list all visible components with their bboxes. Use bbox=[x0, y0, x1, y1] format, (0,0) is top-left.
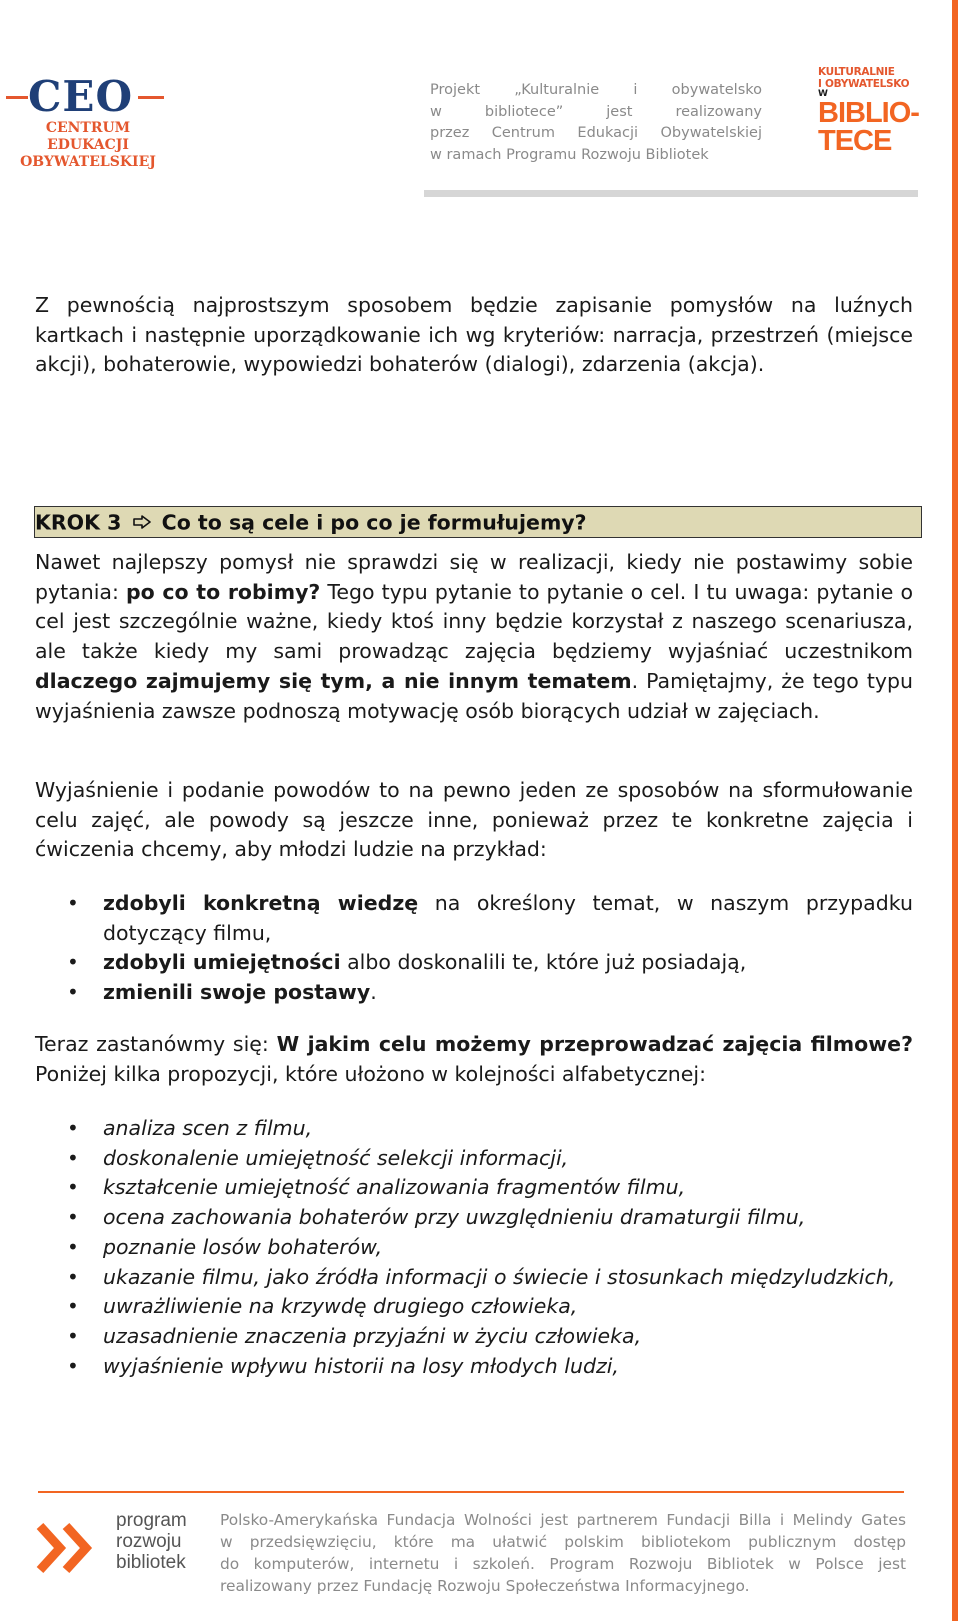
program-rozwoju-bibliotek-logo bbox=[36, 1510, 206, 1580]
footer-divider bbox=[38, 1491, 904, 1493]
list-item-text: uzasadnienie znaczenia przyjaźni w życiu człowieka, bbox=[103, 1323, 642, 1348]
list-item-text: ocena zachowania bohaterów przy uwzględnieniu dramaturgii filmu, bbox=[103, 1205, 806, 1230]
ceo-logo-word: CEO bbox=[28, 72, 134, 121]
bold-run: dlaczego zajmujemy się tym, a nie innym tematem bbox=[35, 668, 632, 693]
ceo-logo-name-line: OBYWATELSKIEJ bbox=[20, 154, 156, 170]
bold-run: zdobyli konkretną wiedzę bbox=[103, 891, 419, 915]
bold-run: po co to robimy? bbox=[125, 579, 321, 604]
double-chevron-icon bbox=[36, 1520, 108, 1576]
list-item-text: wyjaśnienie wpływu historii na losy młodych ludzi, bbox=[103, 1353, 619, 1378]
arrow-right-icon bbox=[133, 509, 151, 535]
list-item bbox=[35, 978, 913, 1008]
list-item bbox=[35, 1114, 913, 1144]
step-heading-box bbox=[34, 506, 922, 538]
project-info-line: w bibliotece” jest realizowany bbox=[430, 103, 762, 120]
logo-accent-line bbox=[138, 96, 164, 99]
text-run: na określony temat, w naszym przypadku dotyczący filmu, bbox=[103, 891, 913, 945]
footer-line: do komputerów, internetu i szkoleń. Program Rozwoju Bibliotek w Polsce jest bbox=[220, 1555, 906, 1573]
bullet: • bbox=[67, 1264, 79, 1289]
footer-line: Polsko-Amerykańska Fundacja Wolności jest partnerem Fundacji Billa i Melindy Gates bbox=[220, 1511, 906, 1529]
list-item bbox=[35, 1173, 913, 1203]
list-item bbox=[35, 889, 913, 948]
intro-paragraph: Z pewnością najprostszym sposobem będzie zapisanie pomysłów na luźnych kartkach i następnie uporządkowanie ich wg kryteriów: narracja, przestrzeń (miejsce akcji), bohaterowie, wypowiedzi bohaterów (dialogi), zdarzenia (akcja). bbox=[35, 293, 913, 377]
project-info-line: przez Centrum Edukacji Obywatelskiej bbox=[430, 125, 762, 141]
list-item bbox=[35, 1144, 913, 1174]
program-logo-line: rozwoju bbox=[116, 1531, 182, 1552]
bold-run: zmienili swoje postawy bbox=[103, 980, 371, 1005]
project-info bbox=[430, 80, 762, 166]
bullet: • bbox=[67, 1353, 79, 1378]
bullet: • bbox=[67, 1234, 79, 1259]
ceo-logo bbox=[6, 72, 166, 170]
bullet: • bbox=[67, 1145, 79, 1170]
bullet: • bbox=[67, 1175, 79, 1200]
program-logo-line: program bbox=[116, 1510, 187, 1531]
footer-line: w przedsięwzięciu, które ma ułatwić polskim bibliotekom publicznym dostęp bbox=[220, 1533, 906, 1551]
kb-logo-big: TECE bbox=[818, 125, 892, 157]
list-item bbox=[35, 1203, 913, 1233]
bullet: • bbox=[67, 1323, 79, 1348]
step-title: Co to są cele i po co je formułujemy? bbox=[161, 510, 587, 535]
text-run: Poniżej kilka propozycji, które ułożono w kolejności alfabetycznej: bbox=[35, 1061, 706, 1086]
step-number: KROK 3 bbox=[35, 510, 122, 535]
bullet: • bbox=[67, 891, 79, 915]
program-logo-line: bibliotek bbox=[116, 1552, 186, 1573]
logo-accent-line bbox=[6, 96, 28, 99]
step-heading bbox=[35, 509, 587, 538]
right-edge-stripe bbox=[952, 0, 958, 1621]
project-info-line: Projekt „Kulturalnie i obywatelsko bbox=[430, 82, 762, 98]
kb-logo-line: I OBYWATELSKO bbox=[818, 78, 910, 90]
list-item bbox=[35, 948, 913, 978]
reasons-paragraph: Wyjaśnienie i podanie powodów to na pewno jeden ze sposobów na sformułowanie celu zajęć, ale powody są jeszcze inne, ponieważ przez te konkretne zajęcia i ćwiczenia chcemy, aby młodzi ludzie na przykład: bbox=[35, 778, 913, 862]
footer-note bbox=[220, 1509, 906, 1597]
text-run: albo doskonalili te, które już posiadają, bbox=[340, 950, 747, 975]
footer-line: realizowany przez Fundację Rozwoju Społeczeństwa Informacyjnego. bbox=[220, 1577, 750, 1595]
goals-list bbox=[35, 889, 913, 1008]
bullet: • bbox=[67, 1294, 79, 1319]
list-item-text: doskonalenie umiejętność selekcji informacji, bbox=[103, 1145, 569, 1170]
project-info-line: w ramach Programu Rozwoju Bibliotek bbox=[430, 146, 709, 163]
ceo-logo-name-line: CENTRUM EDUKACJI bbox=[45, 120, 131, 153]
list-item bbox=[35, 1233, 913, 1263]
list-item bbox=[35, 1292, 913, 1322]
text-run: Teraz zastanówmy się: bbox=[35, 1032, 277, 1056]
program-logo-text bbox=[116, 1510, 187, 1573]
kulturalnie-biblioteki-logo bbox=[818, 66, 919, 166]
bold-run: W jakim celu możemy przeprowadzać zajęcia filmowe? bbox=[276, 1032, 913, 1056]
list-item-text: ukazanie filmu, jako źródła informacji o świecie i stosunkach międzyludzkich, bbox=[103, 1264, 896, 1289]
bullet: • bbox=[67, 950, 79, 975]
list-item-text: analiza scen z filmu, bbox=[103, 1116, 313, 1140]
list-item-text: kształcenie umiejętność analizowania fragmentów filmu, bbox=[103, 1175, 686, 1200]
bullet: • bbox=[67, 1116, 79, 1140]
text-run: Tego typu pytanie to pytanie o cel. I tu uwaga: pytanie o cel jest szczególnie ważne, kiedy ktoś inny będzie korzystał z naszego scenariusza, ale także kiedy my sami prowadząc zajęcia będziemy wyjaśniać uczestnikom bbox=[35, 579, 913, 664]
goal-paragraph bbox=[35, 548, 913, 726]
list-item-text: uwrażliwienie na krzywdę drugiego człowieka, bbox=[103, 1294, 578, 1319]
list-item bbox=[35, 1322, 913, 1352]
bullet: • bbox=[67, 980, 79, 1005]
text-run: . Pamiętajmy, że tego typu wyjaśnienia zawsze podnoszą motywację osób biorących udział w zajęciach. bbox=[35, 668, 914, 723]
header-divider bbox=[424, 190, 918, 197]
bold-run: zdobyli umiejętności bbox=[103, 950, 341, 975]
list-item bbox=[35, 1352, 913, 1382]
text-run: Nawet najlepszy pomysł nie sprawdzi się w realizacji, kiedy nie postawimy sobie pytania: bbox=[35, 550, 913, 604]
text-run: . bbox=[370, 980, 377, 1005]
ceo-logo-name bbox=[8, 120, 168, 171]
list-item bbox=[35, 1263, 913, 1293]
question-paragraph bbox=[35, 1030, 913, 1089]
kb-logo-line: W bbox=[818, 89, 828, 99]
list-item-text: poznanie losów bohaterów, bbox=[103, 1234, 383, 1259]
proposals-list bbox=[35, 1114, 913, 1381]
kb-logo-line: KULTURALNIE bbox=[818, 66, 895, 78]
kb-logo-big: BIBLIO- bbox=[818, 97, 919, 129]
bullet: • bbox=[67, 1205, 79, 1230]
